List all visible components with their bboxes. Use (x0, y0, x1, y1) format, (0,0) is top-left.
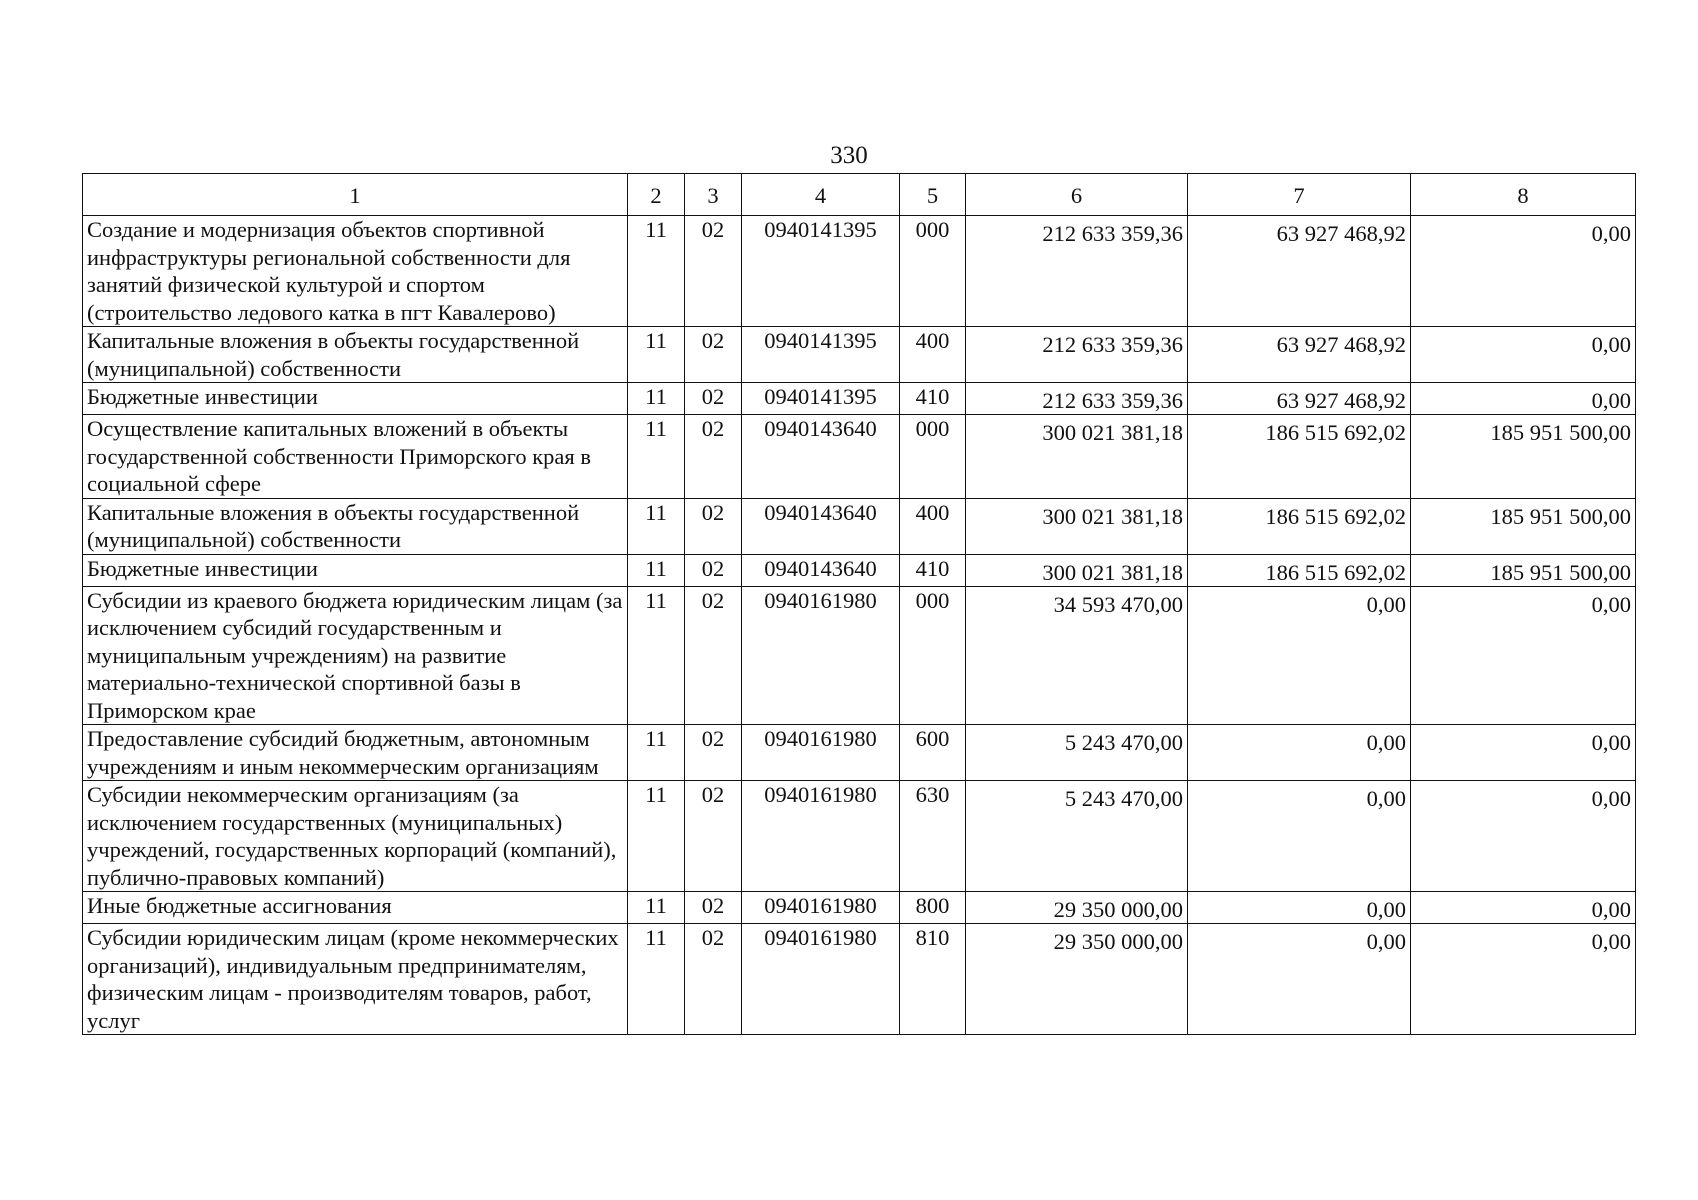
section-code: 11 (628, 216, 685, 327)
amount-col-8-value: 0,00 (1591, 929, 1631, 954)
amount-col-6-value: 212 633 359,36 (1042, 388, 1183, 413)
row-name: Субсидии юридическим лицам (кроме некоммерческих организаций), индивидуальным предпринимателям, физическим лицам - производителям товаров, работ, услуг (83, 924, 628, 1035)
target-article-code: 0940141395 (742, 327, 900, 383)
amount-col-8 (1411, 892, 1636, 924)
amount-col-8 (1411, 781, 1636, 892)
budget-table (82, 173, 1636, 1035)
amount-col-8-value: 185 951 500,00 (1490, 420, 1631, 445)
section-code: 11 (628, 586, 685, 725)
table-row (83, 924, 1636, 1035)
table-row (83, 498, 1636, 554)
section-code: 11 (628, 415, 685, 499)
amount-col-8 (1411, 327, 1636, 383)
target-article-code: 0940141395 (742, 216, 900, 327)
column-header: 2 (628, 174, 685, 216)
expense-type-code: 400 (900, 327, 966, 383)
section-code: 11 (628, 554, 685, 586)
amount-col-7 (1188, 383, 1411, 415)
section-code: 11 (628, 725, 685, 781)
table-row (83, 554, 1636, 586)
target-article-code: 0940161980 (742, 725, 900, 781)
row-name: Осуществление капитальных вложений в объекты государственной собственности Приморского края в социальной сфере (83, 415, 628, 499)
amount-col-6 (966, 498, 1188, 554)
amount-col-7 (1188, 892, 1411, 924)
amount-col-7 (1188, 216, 1411, 327)
target-article-code: 0940141395 (742, 383, 900, 415)
subsection-code: 02 (685, 327, 742, 383)
amount-col-6 (966, 892, 1188, 924)
amount-col-8-value: 185 951 500,00 (1490, 559, 1631, 585)
column-header: 3 (685, 174, 742, 216)
expense-type-code: 410 (900, 554, 966, 586)
row-name: Капитальные вложения в объекты государственной (муниципальной) собственности (83, 498, 628, 554)
amount-col-8 (1411, 725, 1636, 781)
section-code: 11 (628, 327, 685, 383)
column-header: 1 (83, 174, 628, 216)
amount-col-6 (966, 586, 1188, 725)
row-name: Капитальные вложения в объекты государственной (муниципальной) собственности (83, 327, 628, 383)
subsection-code: 02 (685, 924, 742, 1035)
amount-col-7 (1188, 725, 1411, 781)
expense-type-code: 630 (900, 781, 966, 892)
subsection-code: 02 (685, 892, 742, 924)
subsection-code: 02 (685, 554, 742, 586)
amount-col-7 (1188, 781, 1411, 892)
amount-col-7 (1188, 554, 1411, 586)
target-article-code: 0940143640 (742, 415, 900, 499)
amount-col-7 (1188, 924, 1411, 1035)
column-header: 6 (966, 174, 1188, 216)
table-row (83, 383, 1636, 415)
amount-col-7-value: 0,00 (1366, 929, 1406, 954)
table-row (83, 892, 1636, 924)
column-header: 8 (1411, 174, 1636, 216)
amount-col-7-value: 0,00 (1366, 897, 1406, 922)
amount-col-7-value: 0,00 (1366, 730, 1406, 755)
amount-col-6 (966, 415, 1188, 499)
amount-col-6-value: 5 243 470,00 (1064, 730, 1183, 755)
subsection-code: 02 (685, 216, 742, 327)
amount-col-7-value: 186 515 692,02 (1265, 559, 1406, 585)
expense-type-code: 000 (900, 586, 966, 725)
amount-col-8-value: 0,00 (1591, 388, 1631, 413)
amount-col-8-value: 185 951 500,00 (1490, 503, 1631, 529)
amount-col-8 (1411, 216, 1636, 327)
target-article-code: 0940143640 (742, 498, 900, 554)
expense-type-code: 000 (900, 216, 966, 327)
amount-col-6-value: 300 021 381,18 (1042, 559, 1183, 585)
amount-col-8 (1411, 924, 1636, 1035)
amount-col-7-value: 0,00 (1366, 786, 1406, 811)
target-article-code: 0940161980 (742, 924, 900, 1035)
amount-col-8-value: 0,00 (1591, 730, 1631, 755)
amount-col-6 (966, 781, 1188, 892)
row-name: Иные бюджетные ассигнования (83, 892, 628, 924)
section-code: 11 (628, 498, 685, 554)
row-name: Предоставление субсидий бюджетным, автономным учреждениям и иным некоммерческим организациям (83, 725, 628, 781)
amount-col-6 (966, 725, 1188, 781)
amount-col-7 (1188, 586, 1411, 725)
amount-col-8-value: 0,00 (1591, 221, 1631, 246)
target-article-code: 0940161980 (742, 781, 900, 892)
amount-col-8-value: 0,00 (1591, 897, 1631, 922)
table-row (83, 781, 1636, 892)
section-code: 11 (628, 924, 685, 1035)
expense-type-code: 600 (900, 725, 966, 781)
amount-col-6 (966, 383, 1188, 415)
amount-col-6 (966, 924, 1188, 1035)
target-article-code: 0940161980 (742, 586, 900, 725)
row-name: Бюджетные инвестиции (83, 383, 628, 415)
row-name: Субсидии из краевого бюджета юридическим лицам (за исключением субсидий государственным и муниципальным учреждениям) на развитие материально-технической спортивной базы в Приморском крае (83, 586, 628, 725)
amount-col-6-value: 29 350 000,00 (1053, 929, 1183, 954)
amount-col-6 (966, 554, 1188, 586)
amount-col-8 (1411, 554, 1636, 586)
amount-col-7-value: 63 927 468,92 (1276, 332, 1406, 357)
amount-col-7 (1188, 498, 1411, 554)
header-row (83, 174, 1636, 216)
amount-col-7-value: 63 927 468,92 (1276, 221, 1406, 246)
row-name: Бюджетные инвестиции (83, 554, 628, 586)
amount-col-6 (966, 216, 1188, 327)
amount-col-8-value: 0,00 (1591, 786, 1631, 811)
table-row (83, 415, 1636, 499)
amount-col-6-value: 212 633 359,36 (1042, 221, 1183, 246)
target-article-code: 0940143640 (742, 554, 900, 586)
subsection-code: 02 (685, 725, 742, 781)
expense-type-code: 810 (900, 924, 966, 1035)
table-row (83, 586, 1636, 725)
amount-col-8 (1411, 415, 1636, 499)
amount-col-6-value: 300 021 381,18 (1042, 420, 1183, 445)
amount-col-6-value: 29 350 000,00 (1053, 897, 1183, 922)
subsection-code: 02 (685, 586, 742, 725)
subsection-code: 02 (685, 415, 742, 499)
table-row (83, 216, 1636, 327)
amount-col-7 (1188, 327, 1411, 383)
table-row (83, 725, 1636, 781)
amount-col-7-value: 186 515 692,02 (1265, 503, 1406, 529)
subsection-code: 02 (685, 383, 742, 415)
column-header: 7 (1188, 174, 1411, 216)
expense-type-code: 000 (900, 415, 966, 499)
subsection-code: 02 (685, 781, 742, 892)
table-row (83, 327, 1636, 383)
amount-col-6-value: 212 633 359,36 (1042, 332, 1183, 357)
amount-col-8-value: 0,00 (1591, 332, 1631, 357)
column-header: 4 (742, 174, 900, 216)
target-article-code: 0940161980 (742, 892, 900, 924)
amount-col-7-value: 63 927 468,92 (1276, 388, 1406, 413)
column-header: 5 (900, 174, 966, 216)
row-name: Субсидии некоммерческим организациям (за исключением государственных (муниципальных) учреждений, государственных корпораций (компаний), публично-правовых компаний) (83, 781, 628, 892)
expense-type-code: 400 (900, 498, 966, 554)
expense-type-code: 800 (900, 892, 966, 924)
section-code: 11 (628, 781, 685, 892)
section-code: 11 (628, 892, 685, 924)
amount-col-7-value: 0,00 (1366, 591, 1406, 617)
row-name: Создание и модернизация объектов спортивной инфраструктуры региональной собственности для занятий физической культурой и спортом (строительство ледового катка в пгт Кавалерово) (83, 216, 628, 327)
subsection-code: 02 (685, 498, 742, 554)
amount-col-6-value: 300 021 381,18 (1042, 503, 1183, 529)
amount-col-8 (1411, 498, 1636, 554)
amount-col-8 (1411, 586, 1636, 725)
amount-col-6 (966, 327, 1188, 383)
section-code: 11 (628, 383, 685, 415)
page-number: 330 (830, 142, 868, 169)
expense-type-code: 410 (900, 383, 966, 415)
amount-col-6-value: 34 593 470,00 (1053, 591, 1183, 617)
amount-col-7-value: 186 515 692,02 (1265, 420, 1406, 445)
amount-col-8-value: 0,00 (1591, 591, 1631, 617)
amount-col-6-value: 5 243 470,00 (1064, 786, 1183, 811)
amount-col-7 (1188, 415, 1411, 499)
amount-col-8 (1411, 383, 1636, 415)
